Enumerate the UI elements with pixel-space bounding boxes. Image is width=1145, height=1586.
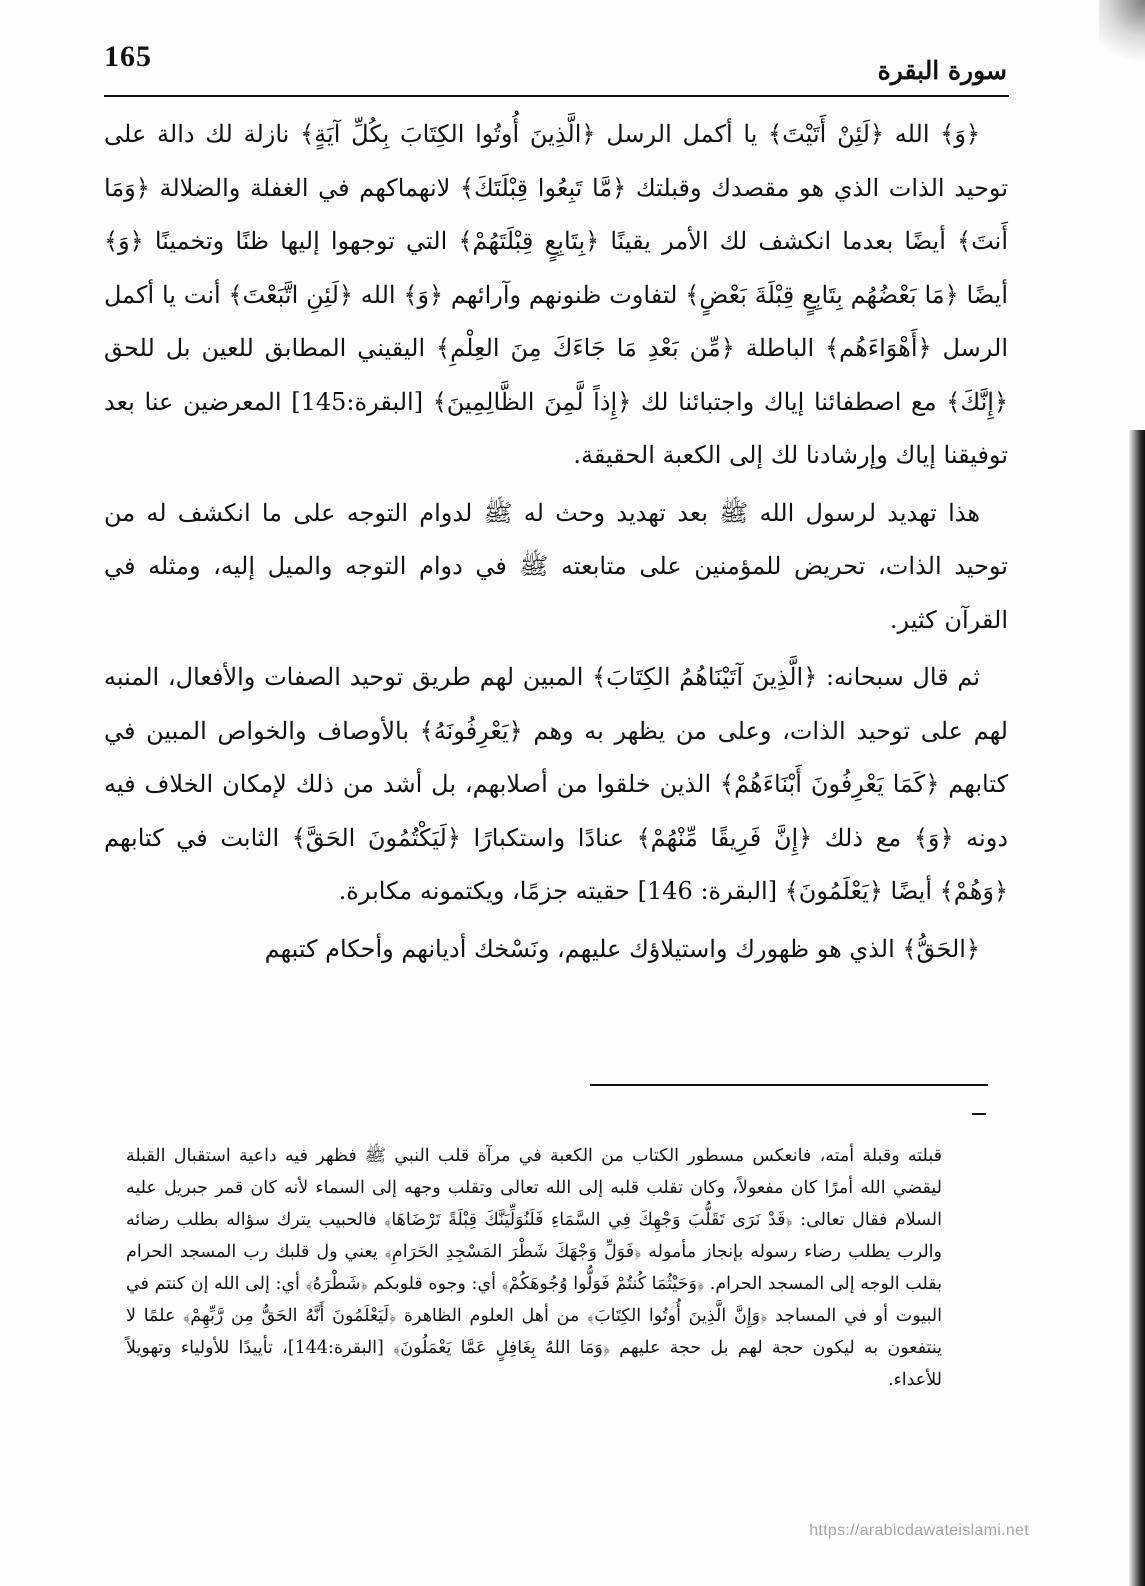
scan-shadow-edge [1129, 430, 1145, 1586]
footnote-divider [590, 1084, 988, 1086]
watermark-url: https://arabicdawateislami.net [809, 1522, 1029, 1539]
paragraph: هذا تهديد لرسول الله ﷺ بعد تهديد وحث له ﷺ لدوام التوجه على ما انكشف له من توحيد الذات، تحريض للمؤمنين على متابعته ﷺ في دوام التوجه والميل إليه، ومثله في القرآن كثير. [104, 498, 1008, 634]
paragraph: ﴿الحَقُّ﴾ الذي هو ظهورك واستيلاؤك عليهم، ونَسْخك أديانهم وأحكام كتبهم [264, 934, 980, 963]
footnote-text: قبلته وقبلة أمته، فانعكس مسطور الكتاب من الكعبة في مرآة قلب النبي ﷺ فظهر فيه داعية استقبال القبلة ليقضي الله أمرًا كان مفعولاً، وكان تقلب قلبه إلى الله تعالى وتقلب وجهه إلى السماء لأنه كان قمر جبريل عليه السلام فقال تعالى: ﴿قَدْ نَرَى تَقَلُّبَ وَجْهِكَ فِي السَّمَاءِ فَلَنُوَلِّيَنَّكَ قِبْلَةً تَرْضَاهَا﴾ فالحبيب يترك سؤاله بطلب رضائه والرب يطلب رضاء رسوله بإنجاز مأموله ﴿فَوَلِّ وَجْهَكَ شَطْرَ المَسْجِدِ الحَرَامِ﴾ يعني ول قلبك رب المسجد الحرام بقلب الوجه إلى المسجد الحرام. ﴿وَحَيْثُمَا كُنتُمْ فَوَلُّوا وُجُوهَكُمْ﴾ أي: وجوه قلوبكم ﴿شَطْرَهُ﴾ أي: إلى الله إن كنتم في البيوت أو في المساجد ﴿وَإِنَّ الَّذِينَ أُوتُوا الكِتَابَ﴾ من أهل العلوم الظاهرة ﴿لَيَعْلَمُونَ أَنَّهُ الحَقُّ مِن رَّبِّهِمْ﴾ علمًا لا ينتفعون به ليكون حجة لهم بل حجة عليهم ﴿وَمَا اللهُ بِغَافِلٍ عَمَّا يَعْمَلُونَ﴾ [البقرة:144]، تأييدًا للأولياء وتهويلاً للأعداء. [126, 1146, 942, 1390]
page-number: 165 [104, 40, 152, 73]
paragraph: ﴿وَ﴾ الله ﴿لَئِنْ أَتَيْتَ﴾ يا أكمل الرسل ﴿الَّذِينَ أُوتُوا الكِتَابَ بِكُلِّ آيَةٍ﴾ نازلة لك دالة على توحيد الذات الذي هو مقصدك وقبلتك ﴿مَّا تَبِعُوا قِبْلَتَكَ﴾ لانهماكهم في الغفلة والضلالة ﴿وَمَا أَنتَ﴾ أيضًا بعدما انكشف لك الأمر يقينًا ﴿بِتَابِعٍ قِبْلَتَهُمْ﴾ التي توجهوا إليها ظنًا وتخمينًا ﴿وَ﴾ أيضًا ﴿مَا بَعْضُهُم بِتَابِعٍ قِبْلَةَ بَعْضٍ﴾ لتفاوت ظنونهم وآرائهم ﴿وَ﴾ الله ﴿لَئِنِ اتَّبَعْتَ﴾ أنت يا أكمل الرسل ﴿أَهْوَاءَهُم﴾ الباطلة ﴿مِّن بَعْدِ مَا جَاءَكَ مِنَ العِلْمِ﴾ اليقيني المطابق للعين بل للحق ﴿إِنَّكَ﴾ مع اصطفائنا إياك واجتبائنا لك ﴿إِذاً لَّمِنَ الظَّالِمِينَ﴾ [البقرة:145] المعرضين عنا بعد توفيقنا إياك وإرشادنا لك إلى الكعبة الحقيقة. [104, 120, 1009, 469]
header-divider [104, 95, 1009, 97]
surah-title: سورة البقرة [877, 56, 1007, 85]
paragraph: ثم قال سبحانه: ﴿الَّذِينَ آتَيْنَاهُمُ الكِتَابَ﴾ المبين لهم طريق توحيد الصفات والأفعال، المنبه لهم على توحيد الذات، وعلى من يظهر به وهم ﴿يَعْرِفُونَهُ﴾ بالأوصاف والخواص المبين في كتابهم ﴿كَمَا يَعْرِفُونَ أَبْنَاءَهُمْ﴾ الذين خلقوا من أصلابهم، بل أشد من ذلك لإمكان الخلاف فيه دونه ﴿وَ﴾ مع ذلك ﴿إِنَّ فَرِيقًا مِّنْهُمْ﴾ عنادًا واستكبارًا ﴿لَيَكْتُمُونَ الحَقَّ﴾ الثابت في كتابهم ﴿وَهُمْ﴾ أيضًا ﴿يَعْلَمُونَ﴾ [البقرة: 146] حقيته جزمًا، ويكتمونه مكابرة. [104, 663, 1009, 905]
main-text [104, 108, 1008, 980]
footnote [126, 1140, 942, 1396]
scan-shadow-corner [1099, 0, 1145, 70]
footnote-marker [972, 1113, 986, 1115]
